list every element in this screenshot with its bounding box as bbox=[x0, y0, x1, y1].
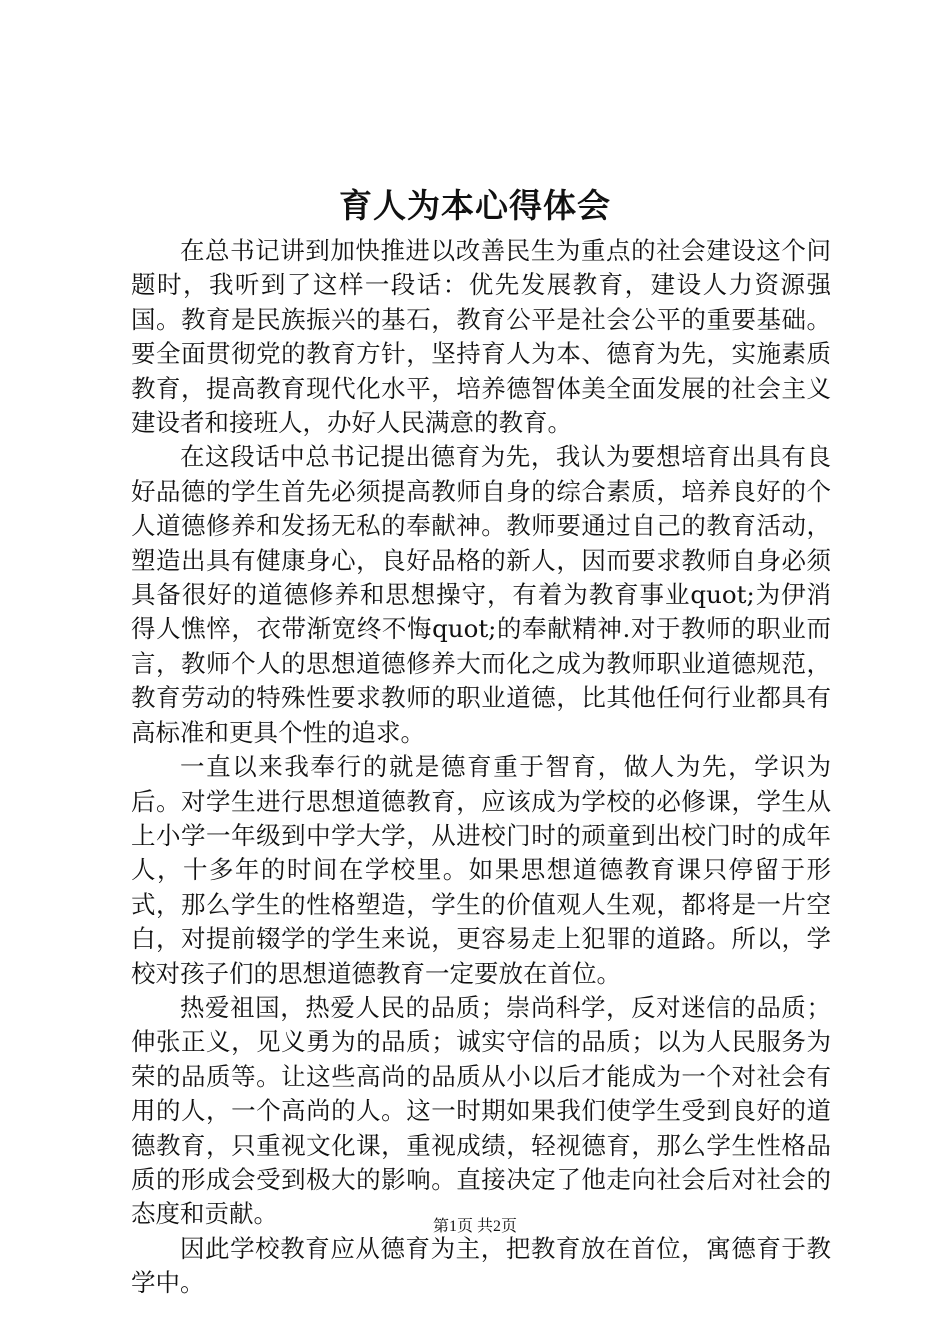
paragraph-2: 在这段话中总书记提出德育为先，我认为要想培育出具有良好品德的学生首先必须提高教师自身的综合素质，培养良好的个人道德修养和发扬无私的奉献神。教师要通过自己的教育活动，塑造出具有健康身心，良好品格的新人，因而要求教师自身必须具备很好的道德修养和思想操守，有着为教育事业quot;为伊消得人憔悴，衣带渐宽终不悔quot;的奉献精神.对于教师的职业而言，教师个人的思想道德修养大而化之成为教师职业道德规范，教育劳动的特殊性要求教师的职业道德，比其他任何行业都具有高标准和更具个性的追求。 bbox=[131, 442, 831, 747]
page-footer: 第1页 共2页 bbox=[432, 1218, 517, 1235]
paragraph-1: 在总书记讲到加快推进以改善民生为重点的社会建设这个问题时，我听到了这样一段话：优先发展教育，建设人力资源强国。教育是民族振兴的基石，教育公平是社会公平的重要基础。要全面贯彻党的教育方针，坚持育人为本、德育为先，实施素质教育，提高教育现代化水平，培养德智体美全面发展的社会主义建设者和接班人，办好人民满意的教育。 bbox=[131, 236, 831, 438]
paragraph-3: 一直以来我奉行的就是德育重于智育，做人为先，学识为后。对学生进行思想道德教育，应该成为学校的必修课，学生从上小学一年级到中学大学，从进校门时的顽童到出校门时的成年人，十多年的时间在学校里。如果思想道德教育课只停留于形式，那么学生的性格塑造，学生的价值观人生观，都将是一片空白，对提前辍学的学生来说，更容易走上犯罪的道路。所以，学校对孩子们的思想道德教育一定要放在首位。 bbox=[131, 752, 831, 988]
document-body bbox=[131, 234, 831, 1301]
document-title: 育人为本心得体会 bbox=[339, 186, 611, 225]
paragraph-4: 热爱祖国，热爱人民的品质；崇尚科学，反对迷信的品质；伸张正义，见义勇为的品质；诚实守信的品质；以为人民服务为荣的品质等。让这些高尚的品质从小以后才能成为一个对社会有用的人，一个高尚的人。这一时期如果我们使学生受到良好的道德教育，只重视文化课，重视成绩，轻视德育，那么学生性格品质的形成会受到极大的影响。直接决定了他走向社会后对社会的态度和贡献。 bbox=[131, 992, 831, 1229]
paragraph-5: 因此学校教育应从德育为主，把教育放在首位，寓德育于教学中。 bbox=[131, 1233, 831, 1298]
